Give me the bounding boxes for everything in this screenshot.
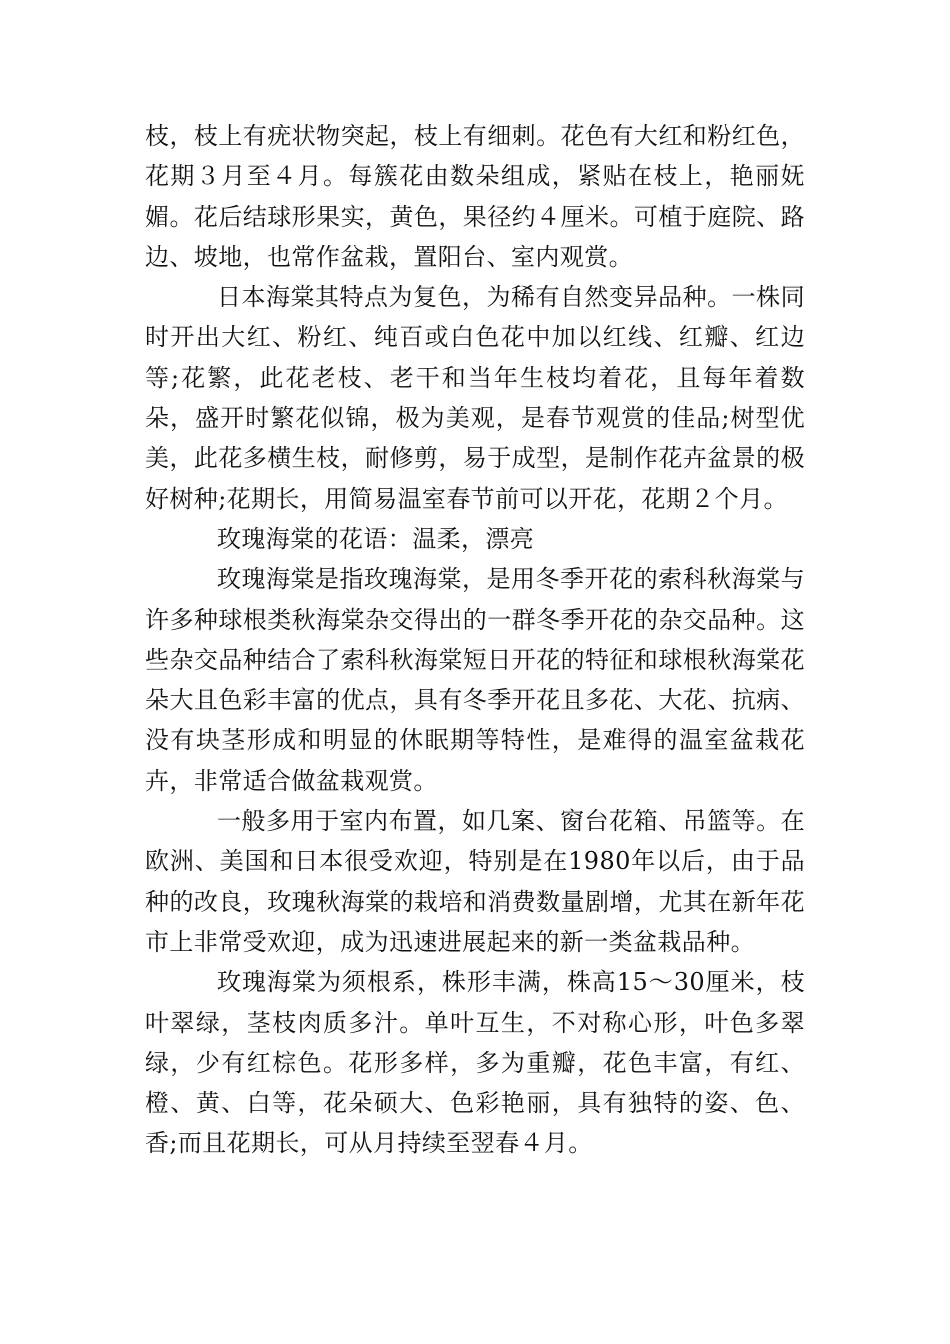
paragraph-flower-language: 玫瑰海棠的花语：温柔，漂亮 <box>217 524 535 553</box>
paragraph-morphology: 玫瑰海棠为须根系，株形丰满，株高15～30厘米，枝叶翠绿，茎枝肉质多汁。单叶互生，不对称心形，叶色多翠绿，少有红棕色。花形多样，多为重瓣，花色丰富，有红、橙、黄、白等，花朵硕大、色彩艳丽，具有独特的姿、色、香;而且花期长，可从月持续至翌春４月。 <box>145 968 805 1158</box>
paragraph-japanese-crabapple: 日本海棠其特点为复色，为稀有自然变异品种。一株同时开出大红、粉红、纯百或白色花中加以红线、红瓣、红边等;花繁，此花老枝、老干和当年生枝均着花，且每年着数朵，盛开时繁花似锦，极为美观，是春节观赏的佳品;树型优美，此花多横生枝，耐修剪，易于成型，是制作花卉盆景的极好树种;花期长，用简易温室春节前可以开花，花期２个月。 <box>145 283 805 513</box>
paragraph-rose-begonia-definition: 玫瑰海棠是指玫瑰海棠，是用冬季开花的索科秋海棠与许多种球根类秋海棠杂交得出的一群冬季开花的杂交品种。这些杂交品种结合了索科秋海棠短日开花的特征和球根秋海棠花朵大且色彩丰富的优点，具有冬季开花且多花、大花、抗病、没有块茎形成和明显的休眠期等特性，是难得的温室盆栽花卉，非常适合做盆栽观赏。 <box>145 565 805 795</box>
paragraph-continuation: 枝，枝上有疣状物突起，枝上有细刺。花色有大红和粉红色，花期３月至４月。每簇花由数朵组成，紧贴在枝上，艳丽妩媚。花后结球形果实，黄色，果径约４厘米。可植于庭院、路边、坡地，也常作盆栽，置阳台、室内观赏。 <box>145 122 805 271</box>
document-body <box>145 116 805 1164</box>
paragraph-uses: 一般多用于室内布置，如几案、窗台花箱、吊篮等。在欧洲、美国和日本很受欢迎，特别是在1980年以后，由于品种的改良，玫瑰秋海棠的栽培和消费数量剧增，尤其在新年花市上非常受欢迎，成为迅速进展起来的新一类盆栽品种。 <box>145 807 805 956</box>
